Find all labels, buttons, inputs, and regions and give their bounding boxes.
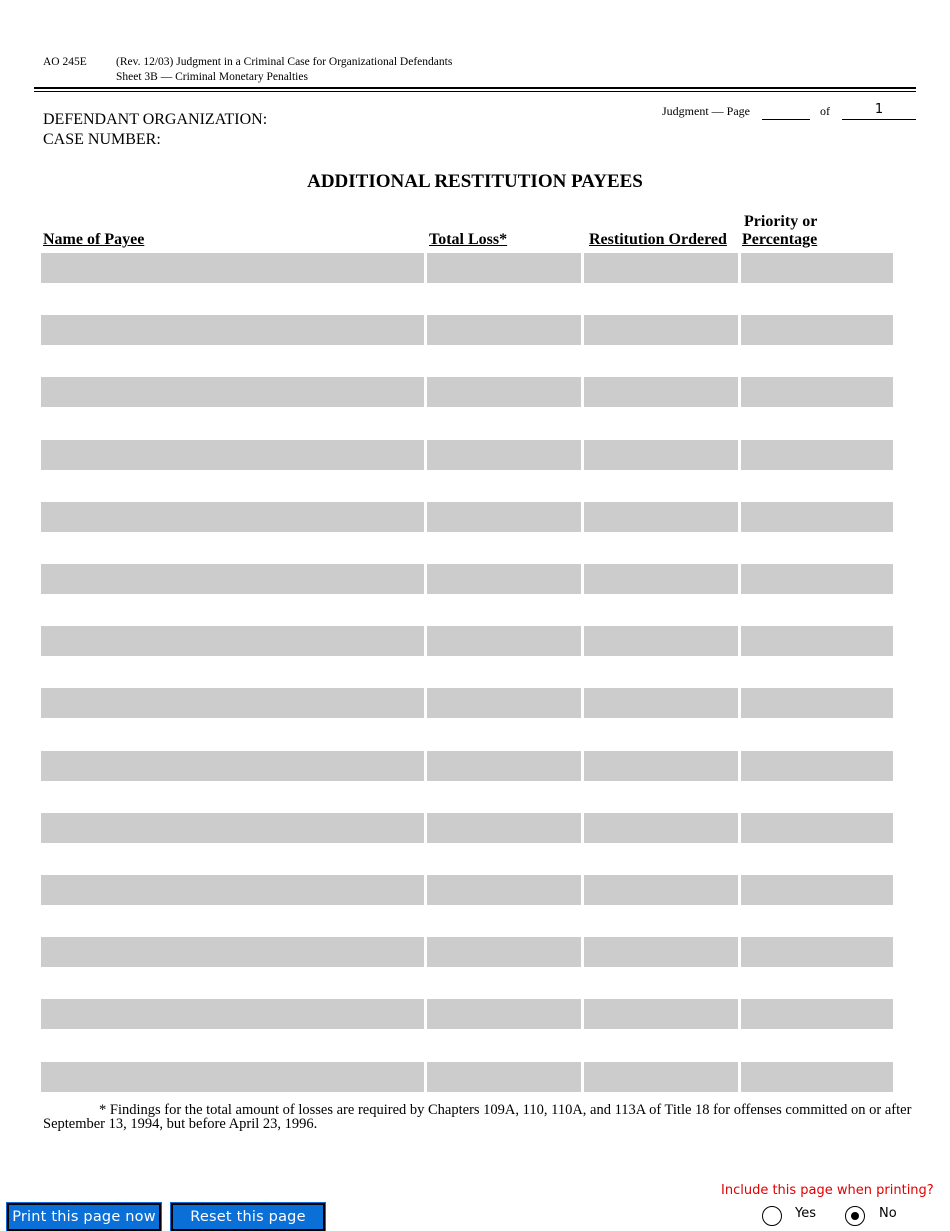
total-loss-field[interactable] bbox=[427, 377, 581, 407]
priority-percentage-field[interactable] bbox=[741, 626, 893, 656]
priority-percentage-field[interactable] bbox=[741, 377, 893, 407]
total-loss-field[interactable] bbox=[427, 688, 581, 718]
include-no-label: No bbox=[879, 1206, 897, 1221]
total-loss-field[interactable] bbox=[427, 751, 581, 781]
payee-name-field[interactable] bbox=[41, 440, 424, 470]
priority-percentage-field[interactable] bbox=[741, 253, 893, 283]
total-loss-field[interactable] bbox=[427, 875, 581, 905]
form-title: (Rev. 12/03) Judgment in a Criminal Case for Organizational Defendants bbox=[116, 56, 453, 68]
total-loss-field[interactable] bbox=[427, 813, 581, 843]
priority-percentage-field[interactable] bbox=[741, 937, 893, 967]
priority-percentage-field[interactable] bbox=[741, 751, 893, 781]
restitution-ordered-field[interactable] bbox=[584, 875, 738, 905]
total-loss-field[interactable] bbox=[427, 999, 581, 1029]
payee-name-field[interactable] bbox=[41, 1062, 424, 1092]
col-name-of-payee: Name of Payee bbox=[43, 231, 145, 248]
restitution-ordered-field[interactable] bbox=[584, 813, 738, 843]
col-priority-line2: Percentage bbox=[742, 231, 818, 248]
payee-name-field[interactable] bbox=[41, 813, 424, 843]
total-loss-field[interactable] bbox=[427, 1062, 581, 1092]
footnote bbox=[43, 1103, 913, 1131]
sheet-label: Sheet 3B — Criminal Monetary Penalties bbox=[116, 71, 308, 83]
priority-percentage-field[interactable] bbox=[741, 813, 893, 843]
header-rule-thick bbox=[34, 87, 916, 89]
restitution-ordered-field[interactable] bbox=[584, 688, 738, 718]
restitution-ordered-field[interactable] bbox=[584, 502, 738, 532]
priority-percentage-field[interactable] bbox=[741, 564, 893, 594]
include-no-radio[interactable] bbox=[845, 1206, 865, 1226]
priority-percentage-field[interactable] bbox=[741, 688, 893, 718]
reset-page-button[interactable]: Reset this page bbox=[171, 1203, 325, 1231]
form-id: AO 245E bbox=[43, 56, 87, 68]
payee-name-field[interactable] bbox=[41, 875, 424, 905]
footnote-text: * Findings for the total amount of losses are required by Chapters 109A, 110, 110A, and 113A of Title 18 for offenses committed on or after September 13, 1994, but before April 23, 1996. bbox=[43, 1102, 912, 1132]
total-loss-field[interactable] bbox=[427, 315, 581, 345]
restitution-ordered-field[interactable] bbox=[584, 564, 738, 594]
total-loss-field[interactable] bbox=[427, 253, 581, 283]
restitution-ordered-field[interactable] bbox=[584, 253, 738, 283]
payee-name-field[interactable] bbox=[41, 502, 424, 532]
restitution-ordered-field[interactable] bbox=[584, 377, 738, 407]
restitution-ordered-field[interactable] bbox=[584, 440, 738, 470]
payee-name-field[interactable] bbox=[41, 377, 424, 407]
total-loss-field[interactable] bbox=[427, 564, 581, 594]
payee-name-field[interactable] bbox=[41, 937, 424, 967]
restitution-ordered-field[interactable] bbox=[584, 1062, 738, 1092]
priority-percentage-field[interactable] bbox=[741, 440, 893, 470]
payee-name-field[interactable] bbox=[41, 751, 424, 781]
payee-name-field[interactable] bbox=[41, 253, 424, 283]
payee-name-field[interactable] bbox=[41, 626, 424, 656]
total-pages-field[interactable] bbox=[842, 103, 916, 120]
col-restitution-ordered: Restitution Ordered bbox=[589, 231, 727, 248]
restitution-ordered-field[interactable] bbox=[584, 751, 738, 781]
priority-percentage-field[interactable] bbox=[741, 1062, 893, 1092]
col-total-loss: Total Loss* bbox=[429, 231, 508, 248]
radio-selected-dot bbox=[851, 1212, 859, 1220]
defendant-org-label: DEFENDANT ORGANIZATION: bbox=[43, 111, 268, 128]
header-rule-thin bbox=[34, 91, 916, 92]
print-page-button[interactable]: Print this page now bbox=[7, 1203, 161, 1231]
restitution-ordered-field[interactable] bbox=[584, 999, 738, 1029]
col-priority-line1: Priority or bbox=[744, 213, 818, 230]
restitution-ordered-field[interactable] bbox=[584, 937, 738, 967]
total-loss-field[interactable] bbox=[427, 937, 581, 967]
include-page-question: Include this page when printing? bbox=[721, 1183, 934, 1198]
case-number-label: CASE NUMBER: bbox=[43, 131, 161, 148]
restitution-ordered-field[interactable] bbox=[584, 315, 738, 345]
total-pages-value: 1 bbox=[874, 102, 884, 117]
payee-name-field[interactable] bbox=[41, 999, 424, 1029]
priority-percentage-field[interactable] bbox=[741, 875, 893, 905]
priority-percentage-field[interactable] bbox=[741, 999, 893, 1029]
total-loss-field[interactable] bbox=[427, 440, 581, 470]
total-loss-field[interactable] bbox=[427, 626, 581, 656]
include-yes-radio[interactable] bbox=[762, 1206, 782, 1226]
judgment-page-field[interactable] bbox=[762, 103, 810, 120]
include-yes-label: Yes bbox=[795, 1206, 816, 1221]
of-label: of bbox=[820, 104, 830, 118]
payee-name-field[interactable] bbox=[41, 315, 424, 345]
total-loss-field[interactable] bbox=[427, 502, 581, 532]
payee-name-field[interactable] bbox=[41, 688, 424, 718]
priority-percentage-field[interactable] bbox=[741, 315, 893, 345]
payee-name-field[interactable] bbox=[41, 564, 424, 594]
priority-percentage-field[interactable] bbox=[741, 502, 893, 532]
page-title: ADDITIONAL RESTITUTION PAYEES bbox=[307, 171, 643, 192]
judgment-page-label: Judgment — Page bbox=[662, 104, 750, 118]
restitution-ordered-field[interactable] bbox=[584, 626, 738, 656]
